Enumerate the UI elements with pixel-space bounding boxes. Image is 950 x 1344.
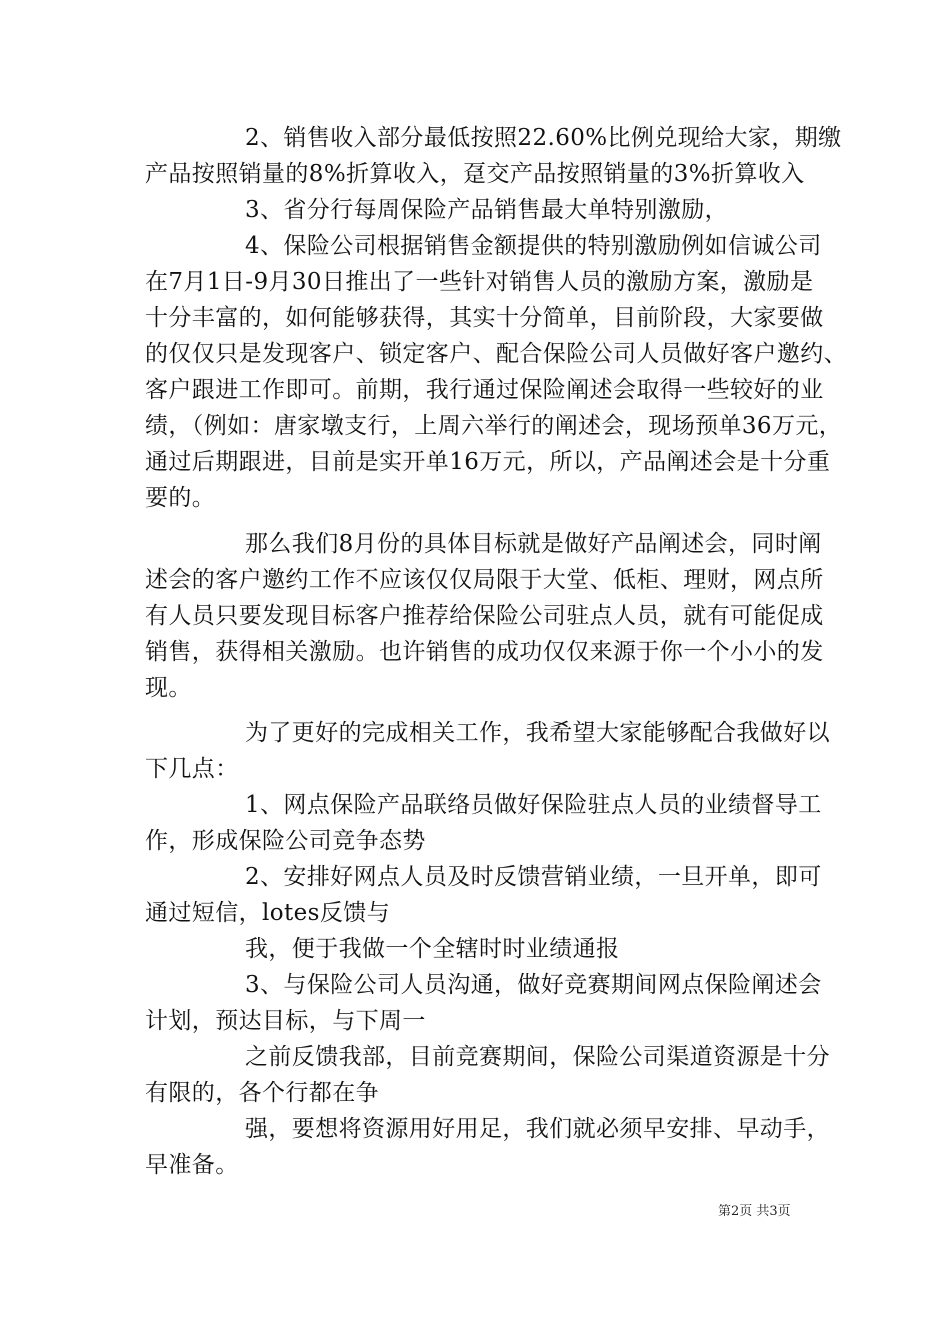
text-line: 产品按照销量的8%折算收入，趸交产品按照销量的3%折算收入 bbox=[145, 161, 805, 187]
text-line: 那么我们8月份的具体目标就是做好产品阐述会，同时阐 bbox=[245, 531, 822, 557]
text-line: 销售，获得相关激励。也许销售的成功仅仅来源于你一个小小的发 bbox=[145, 639, 824, 665]
page-number: 第2页 共3页 bbox=[718, 1204, 791, 1219]
text-line: 有限的，各个行都在争 bbox=[145, 1080, 379, 1106]
text-line: 作，形成保险公司竞争态势 bbox=[145, 828, 426, 854]
text-line: 述会的客户邀约工作不应该仅仅局限于大堂、低柜、理财，网点所 bbox=[145, 567, 824, 593]
text-line: 为了更好的完成相关工作，我希望大家能够配合我做好以 bbox=[245, 720, 830, 746]
text-line: 客户跟进工作即可。前期，我行通过保险阐述会取得一些较好的业 bbox=[145, 377, 824, 403]
text-line: 2、安排好网点人员及时反馈营销业绩，一旦开单，即可 bbox=[245, 864, 822, 890]
text-line: 3、省分行每周保险产品销售最大单特别激励， bbox=[245, 197, 729, 223]
text-line: 在7月1日-9月30日推出了一些针对销售人员的激励方案，激励是 bbox=[145, 269, 814, 295]
text-line: 计划，预达目标，与下周一 bbox=[145, 1008, 426, 1034]
text-line: 强，要想将资源用好用足，我们就必须早安排、早动手， bbox=[245, 1116, 830, 1142]
text-line: 通过后期跟进，目前是实开单16万元，所以，产品阐述会是十分重 bbox=[145, 449, 831, 475]
text-line: 3、与保险公司人员沟通，做好竞赛期间网点保险阐述会 bbox=[245, 972, 822, 998]
text-line: 现。 bbox=[145, 675, 192, 701]
text-line: 早准备。 bbox=[145, 1152, 239, 1178]
text-line: 下几点： bbox=[145, 756, 239, 782]
text-line: 要的。 bbox=[145, 485, 216, 511]
text-line: 我，便于我做一个全辖时时业绩通报 bbox=[245, 936, 620, 962]
text-line: 绩，（例如：唐家墩支行，上周六举行的阐述会，现场预单36万元， bbox=[145, 413, 843, 439]
text-line: 2、销售收入部分最低按照22.60%比例兑现给大家，期缴 bbox=[245, 125, 842, 151]
text-line: 4、保险公司根据销售金额提供的特别激励例如信诚公司 bbox=[245, 233, 822, 259]
text-line: 的仅仅只是发现客户、锁定客户、配合保险公司人员做好客户邀约、 bbox=[145, 341, 847, 367]
text-line: 十分丰富的，如何能够获得，其实十分简单，目前阶段，大家要做 bbox=[145, 305, 824, 331]
text-line: 之前反馈我部，目前竞赛期间，保险公司渠道资源是十分 bbox=[245, 1044, 830, 1070]
text-line: 1、网点保险产品联络员做好保险驻点人员的业绩督导工 bbox=[245, 792, 822, 818]
text-line: 有人员只要发现目标客户推荐给保险公司驻点人员，就有可能促成 bbox=[145, 603, 824, 629]
text-line: 通过短信，lotes反馈与 bbox=[145, 900, 391, 926]
